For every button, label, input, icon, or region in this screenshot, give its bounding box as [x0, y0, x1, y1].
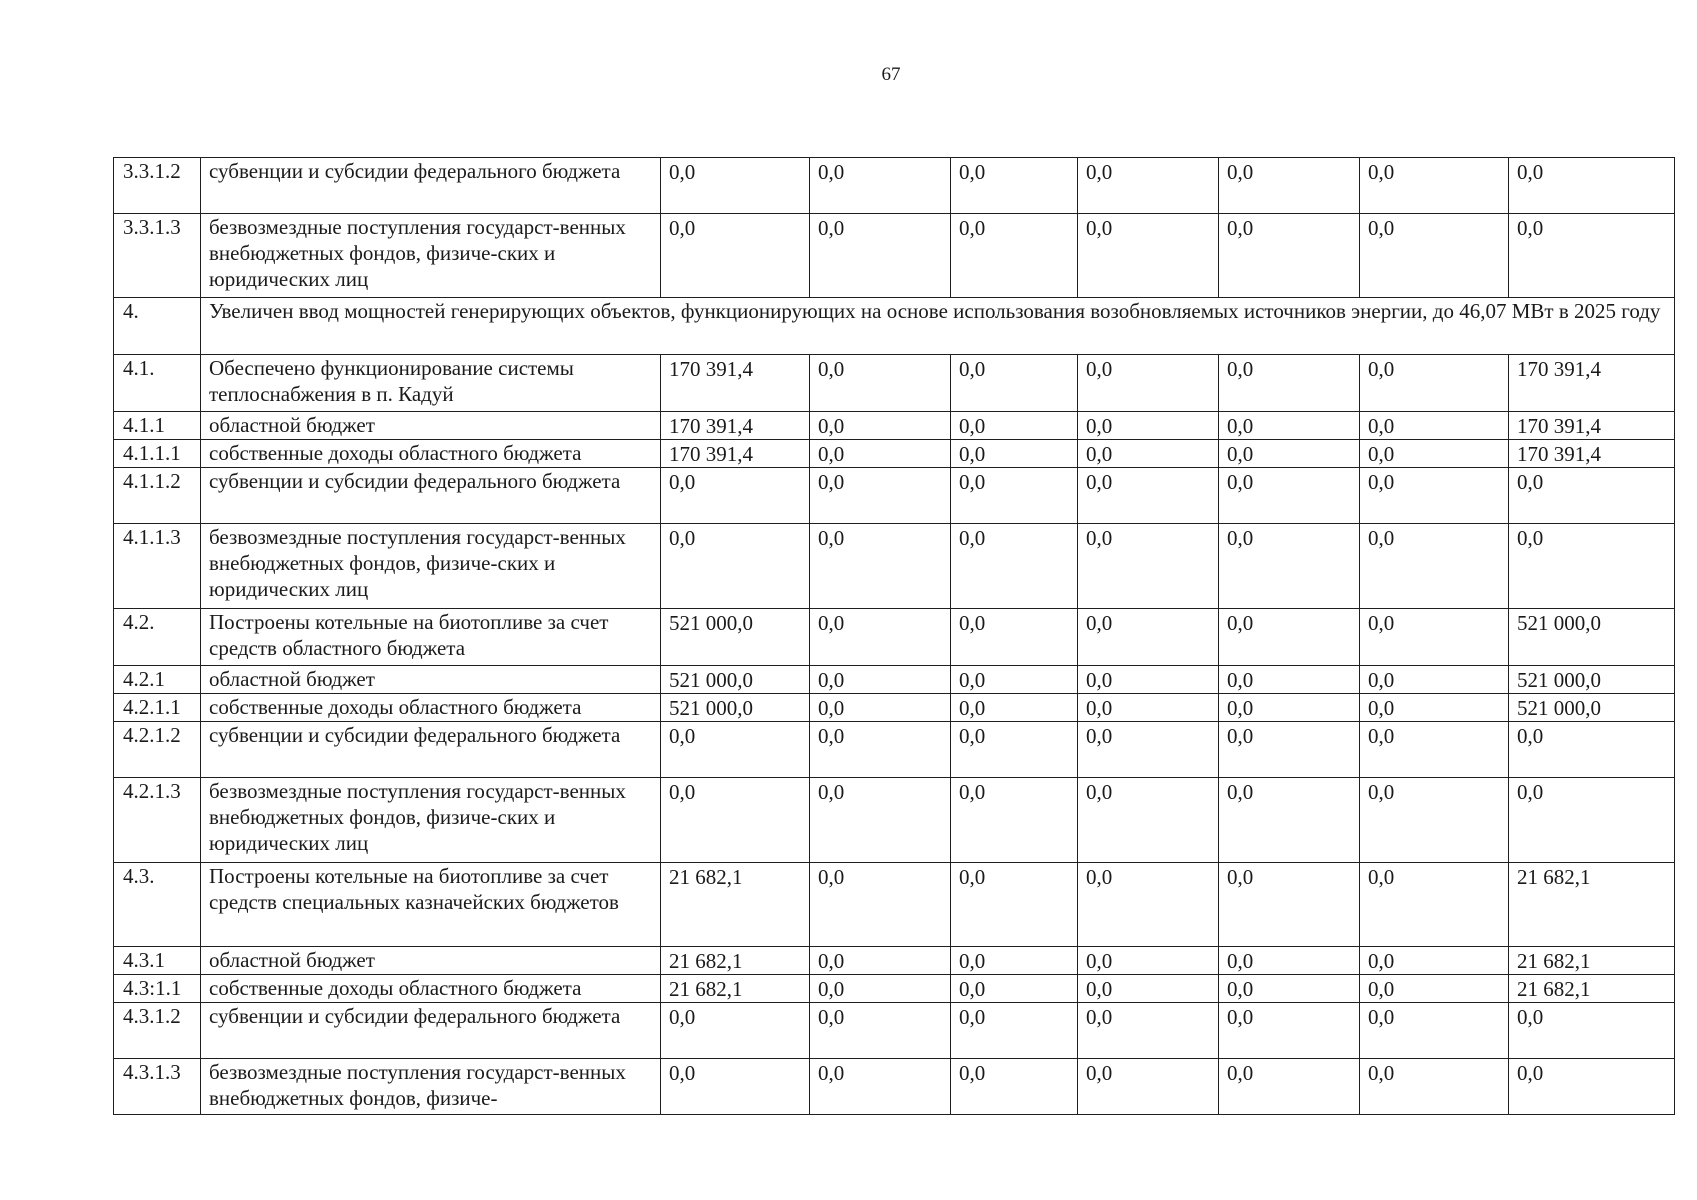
- value-cell: 521 000,0: [1509, 609, 1675, 666]
- row-name: субвенции и субсидии федерального бюджета: [201, 722, 661, 778]
- value-cell: 0,0: [1360, 975, 1509, 1003]
- value-cell: 0,0: [661, 524, 810, 609]
- value-cell: 0,0: [1360, 722, 1509, 778]
- table-row: [114, 298, 1675, 355]
- value-cell: 0,0: [951, 468, 1078, 524]
- row-code: 4.1.: [114, 355, 201, 412]
- row-name: безвозмездные поступления государст-венных внебюджетных фондов, физиче-ских и юридических лиц: [201, 778, 661, 863]
- value-cell: 0,0: [1360, 609, 1509, 666]
- value-cell: 0,0: [810, 947, 951, 975]
- row-code: 4.2.: [114, 609, 201, 666]
- value-cell: 0,0: [951, 609, 1078, 666]
- value-cell: 521 000,0: [661, 694, 810, 722]
- value-cell: 521 000,0: [661, 609, 810, 666]
- value-cell: 0,0: [1360, 778, 1509, 863]
- row-code: 4.1.1.3: [114, 524, 201, 609]
- value-cell: 0,0: [1219, 975, 1360, 1003]
- table-row: [114, 468, 1675, 524]
- value-cell: 170 391,4: [1509, 440, 1675, 468]
- value-cell: 0,0: [1219, 412, 1360, 440]
- value-cell: 0,0: [810, 975, 951, 1003]
- budget-table-body: [114, 158, 1675, 1115]
- row-name: областной бюджет: [201, 666, 661, 694]
- value-cell: 0,0: [1078, 609, 1219, 666]
- value-cell: 0,0: [661, 1003, 810, 1059]
- value-cell: 0,0: [1360, 412, 1509, 440]
- table-row: [114, 947, 1675, 975]
- table-row: [114, 722, 1675, 778]
- row-code: 4.2.1.2: [114, 722, 201, 778]
- value-cell: 0,0: [951, 214, 1078, 298]
- row-code: 4.: [114, 298, 201, 355]
- value-cell: 0,0: [661, 722, 810, 778]
- value-cell: 0,0: [1360, 440, 1509, 468]
- value-cell: 0,0: [1219, 1059, 1360, 1115]
- row-name: безвозмездные поступления государст-венных внебюджетных фондов, физиче-: [201, 1059, 661, 1115]
- value-cell: 21 682,1: [1509, 947, 1675, 975]
- value-cell: 0,0: [951, 440, 1078, 468]
- table-row: [114, 666, 1675, 694]
- value-cell: 0,0: [1219, 609, 1360, 666]
- row-code: 4.1.1.1: [114, 440, 201, 468]
- value-cell: 0,0: [951, 355, 1078, 412]
- value-cell: 0,0: [1509, 1003, 1675, 1059]
- value-cell: 0,0: [810, 609, 951, 666]
- value-cell: 0,0: [661, 214, 810, 298]
- table-row: [114, 975, 1675, 1003]
- value-cell: 0,0: [1509, 778, 1675, 863]
- value-cell: 0,0: [810, 468, 951, 524]
- value-cell: 0,0: [810, 355, 951, 412]
- value-cell: 0,0: [1078, 778, 1219, 863]
- value-cell: 521 000,0: [1509, 666, 1675, 694]
- row-code: 4.1.1: [114, 412, 201, 440]
- value-cell: 0,0: [1219, 722, 1360, 778]
- value-cell: 170 391,4: [1509, 355, 1675, 412]
- value-cell: 0,0: [1078, 468, 1219, 524]
- table-row: [114, 412, 1675, 440]
- table-row: [114, 524, 1675, 609]
- value-cell: 170 391,4: [661, 412, 810, 440]
- value-cell: 21 682,1: [661, 975, 810, 1003]
- row-name: областной бюджет: [201, 412, 661, 440]
- value-cell: 0,0: [1078, 440, 1219, 468]
- value-cell: 0,0: [1078, 214, 1219, 298]
- value-cell: 0,0: [1219, 1003, 1360, 1059]
- table-row: [114, 214, 1675, 298]
- table-row: [114, 440, 1675, 468]
- value-cell: 0,0: [951, 863, 1078, 947]
- row-name: субвенции и субсидии федерального бюджета: [201, 158, 661, 214]
- value-cell: 0,0: [810, 1059, 951, 1115]
- value-cell: 21 682,1: [661, 947, 810, 975]
- value-cell: 0,0: [810, 158, 951, 214]
- value-cell: 0,0: [1078, 666, 1219, 694]
- value-cell: 0,0: [1219, 524, 1360, 609]
- value-cell: 0,0: [1078, 412, 1219, 440]
- value-cell: 0,0: [951, 975, 1078, 1003]
- table-row: [114, 355, 1675, 412]
- value-cell: 170 391,4: [661, 355, 810, 412]
- page-number: 67: [881, 64, 901, 85]
- value-cell: 0,0: [1360, 158, 1509, 214]
- value-cell: 0,0: [810, 694, 951, 722]
- value-cell: 170 391,4: [661, 440, 810, 468]
- section-title: Увеличен ввод мощностей генерирующих объектов, функционирующих на основе использования возобновляемых источников энергии, до 46,07 МВт в 2025 году: [201, 298, 1675, 355]
- value-cell: 0,0: [1219, 947, 1360, 975]
- table-row: [114, 778, 1675, 863]
- row-name: Построены котельные на биотопливе за счет средств специальных казначейских бюджетов: [201, 863, 661, 947]
- value-cell: 0,0: [951, 947, 1078, 975]
- value-cell: 0,0: [1078, 158, 1219, 214]
- row-code: 4.2.1.1: [114, 694, 201, 722]
- value-cell: 0,0: [1360, 468, 1509, 524]
- value-cell: 0,0: [1219, 440, 1360, 468]
- value-cell: 0,0: [810, 440, 951, 468]
- value-cell: 0,0: [661, 1059, 810, 1115]
- value-cell: 0,0: [810, 666, 951, 694]
- value-cell: 0,0: [661, 468, 810, 524]
- value-cell: 0,0: [1219, 158, 1360, 214]
- row-name: Обеспечено функционирование системы теплоснабжения в п. Кадуй: [201, 355, 661, 412]
- row-code: 4.3.1.3: [114, 1059, 201, 1115]
- value-cell: 0,0: [1360, 214, 1509, 298]
- value-cell: 0,0: [810, 524, 951, 609]
- value-cell: 0,0: [1360, 524, 1509, 609]
- value-cell: 0,0: [1078, 694, 1219, 722]
- value-cell: 0,0: [1509, 524, 1675, 609]
- value-cell: 0,0: [810, 722, 951, 778]
- row-name: безвозмездные поступления государст-венных внебюджетных фондов, физиче-ских и юридических лиц: [201, 524, 661, 609]
- value-cell: 521 000,0: [661, 666, 810, 694]
- value-cell: 0,0: [1360, 863, 1509, 947]
- value-cell: 0,0: [1219, 666, 1360, 694]
- value-cell: 0,0: [810, 214, 951, 298]
- value-cell: 0,0: [1360, 694, 1509, 722]
- row-code: 4.3.: [114, 863, 201, 947]
- value-cell: 0,0: [1078, 355, 1219, 412]
- value-cell: 0,0: [1078, 863, 1219, 947]
- value-cell: 0,0: [951, 524, 1078, 609]
- value-cell: 0,0: [951, 158, 1078, 214]
- row-name: собственные доходы областного бюджета: [201, 975, 661, 1003]
- value-cell: 0,0: [1219, 694, 1360, 722]
- row-code: 4.3.1.2: [114, 1003, 201, 1059]
- value-cell: 0,0: [810, 412, 951, 440]
- value-cell: 0,0: [1219, 214, 1360, 298]
- row-name: субвенции и субсидии федерального бюджета: [201, 468, 661, 524]
- row-code: 3.3.1.3: [114, 214, 201, 298]
- value-cell: 21 682,1: [661, 863, 810, 947]
- table-row: [114, 609, 1675, 666]
- row-name: областной бюджет: [201, 947, 661, 975]
- value-cell: 21 682,1: [1509, 863, 1675, 947]
- row-code: 4.2.1.3: [114, 778, 201, 863]
- value-cell: 0,0: [810, 863, 951, 947]
- value-cell: 0,0: [1360, 355, 1509, 412]
- row-code: 4.3:1.1: [114, 975, 201, 1003]
- row-name: собственные доходы областного бюджета: [201, 440, 661, 468]
- value-cell: 0,0: [661, 158, 810, 214]
- value-cell: 0,0: [951, 1059, 1078, 1115]
- value-cell: 0,0: [810, 1003, 951, 1059]
- row-name: собственные доходы областного бюджета: [201, 694, 661, 722]
- value-cell: 0,0: [1219, 863, 1360, 947]
- value-cell: 0,0: [1078, 722, 1219, 778]
- value-cell: 0,0: [810, 778, 951, 863]
- row-name: субвенции и субсидии федерального бюджета: [201, 1003, 661, 1059]
- value-cell: 0,0: [1509, 158, 1675, 214]
- row-code: 4.3.1: [114, 947, 201, 975]
- value-cell: 0,0: [1360, 1059, 1509, 1115]
- value-cell: 0,0: [1078, 947, 1219, 975]
- value-cell: 21 682,1: [1509, 975, 1675, 1003]
- value-cell: 0,0: [951, 666, 1078, 694]
- value-cell: 0,0: [951, 1003, 1078, 1059]
- value-cell: 0,0: [1078, 1059, 1219, 1115]
- value-cell: 0,0: [1509, 214, 1675, 298]
- value-cell: 0,0: [951, 778, 1078, 863]
- table-row: [114, 694, 1675, 722]
- value-cell: 0,0: [1219, 355, 1360, 412]
- value-cell: 170 391,4: [1509, 412, 1675, 440]
- value-cell: 0,0: [1509, 1059, 1675, 1115]
- value-cell: 0,0: [1360, 1003, 1509, 1059]
- value-cell: 521 000,0: [1509, 694, 1675, 722]
- table-row: [114, 158, 1675, 214]
- value-cell: 0,0: [1078, 524, 1219, 609]
- value-cell: 0,0: [951, 412, 1078, 440]
- value-cell: 0,0: [1360, 666, 1509, 694]
- value-cell: 0,0: [1219, 468, 1360, 524]
- row-code: 3.3.1.2: [114, 158, 201, 214]
- value-cell: 0,0: [1509, 468, 1675, 524]
- value-cell: 0,0: [1509, 722, 1675, 778]
- value-cell: 0,0: [1360, 947, 1509, 975]
- row-code: 4.1.1.2: [114, 468, 201, 524]
- value-cell: 0,0: [951, 694, 1078, 722]
- value-cell: 0,0: [661, 778, 810, 863]
- row-name: Построены котельные на биотопливе за счет средств областного бюджета: [201, 609, 661, 666]
- table-row: [114, 1059, 1675, 1115]
- value-cell: 0,0: [1078, 975, 1219, 1003]
- value-cell: 0,0: [951, 722, 1078, 778]
- value-cell: 0,0: [1219, 778, 1360, 863]
- row-code: 4.2.1: [114, 666, 201, 694]
- table-row: [114, 1003, 1675, 1059]
- row-name: безвозмездные поступления государст-венных внебюджетных фондов, физиче-ских и юридических лиц: [201, 214, 661, 298]
- table-row: [114, 863, 1675, 947]
- budget-table: [113, 157, 1675, 1115]
- value-cell: 0,0: [1078, 1003, 1219, 1059]
